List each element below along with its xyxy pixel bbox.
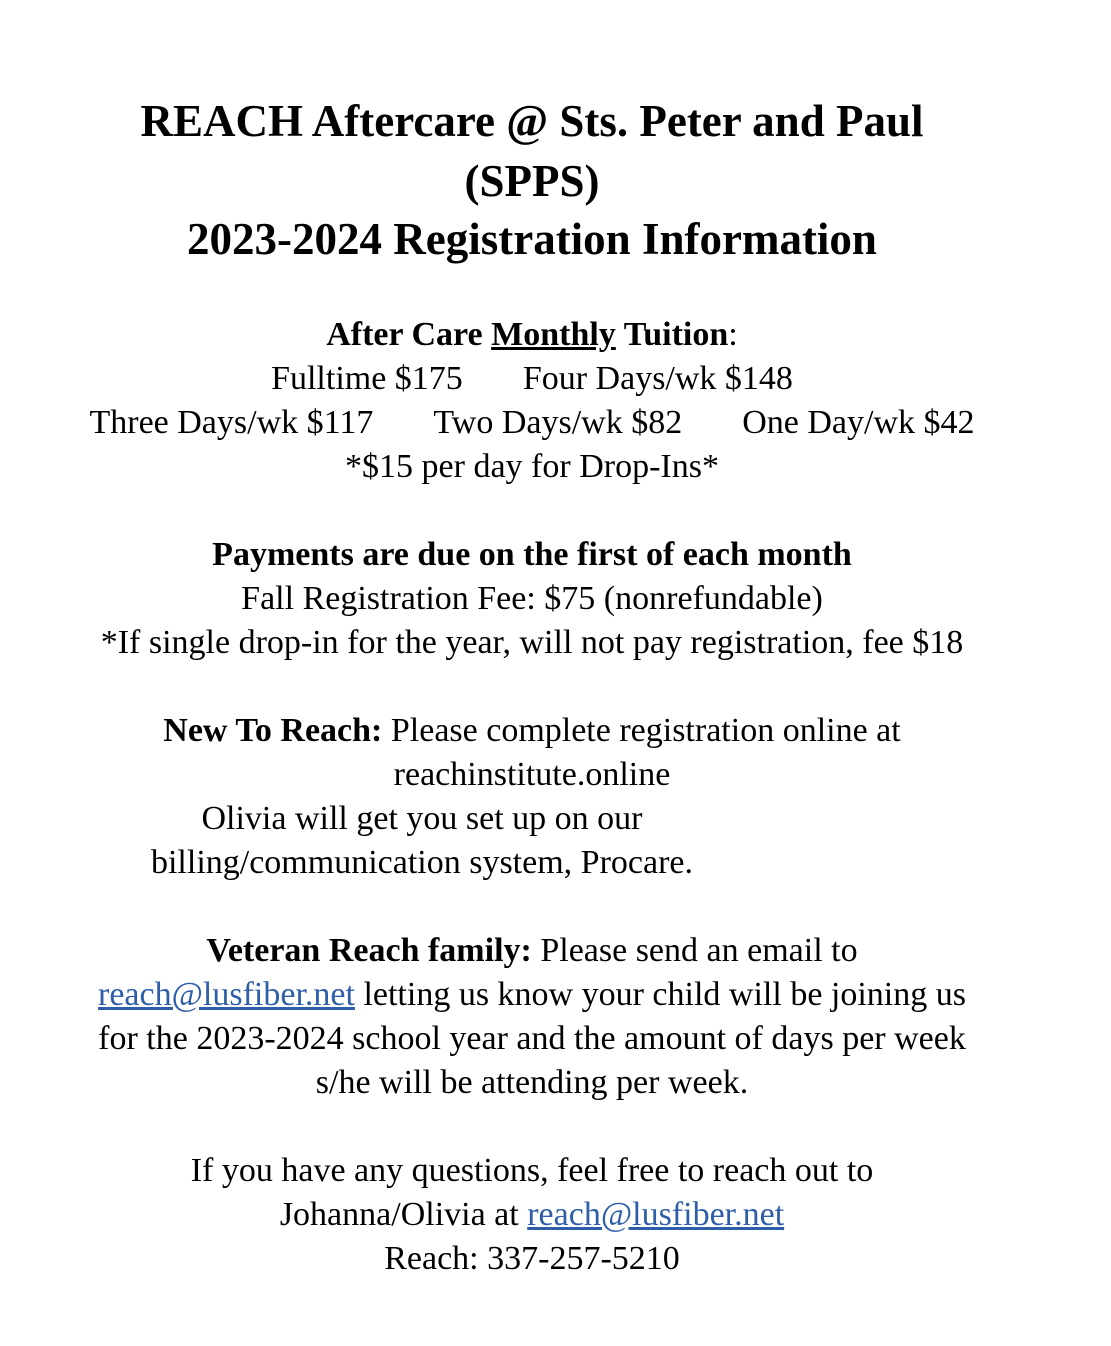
- veteran-email-text: letting us know your child will be joining us: [354, 976, 966, 1013]
- contact-email-line: [0, 1193, 1064, 1237]
- veteran-label: Veteran Reach family:: [206, 932, 532, 969]
- rate-two-days: Two Days/wk $82: [433, 404, 683, 441]
- rate-four-days: Four Days/wk $148: [522, 360, 793, 397]
- dropin-note: *$15 per day for Drop-Ins*: [345, 448, 719, 485]
- tuition-heading-part2: Tuition: [615, 316, 729, 353]
- new-to-reach-line: [0, 709, 1064, 753]
- registration-fee: Fall Registration Fee: $75 (nonrefundable): [241, 580, 823, 617]
- tuition-heading-part1: After Care: [326, 316, 492, 353]
- tuition-rates-row-1: [0, 357, 1064, 401]
- rate-three-days: Three Days/wk $117: [89, 404, 374, 441]
- phone-line: Reach: 337-257-5210: [384, 1240, 680, 1277]
- contact-email-link[interactable]: reach@lusfiber.net: [527, 1196, 785, 1233]
- veteran-attendance-line: s/he will be attending per week.: [315, 1064, 749, 1101]
- single-dropin-note: *If single drop-in for the year, will not pay registration, fee $18: [100, 624, 964, 661]
- tuition-rates-row-2: [0, 401, 1064, 445]
- title-line-3: 2023-2024 Registration Information: [187, 214, 877, 264]
- payments-heading: Payments are due on the first of each month: [212, 536, 852, 573]
- veteran-line: [0, 929, 1064, 973]
- procare-setup-line-1: Olivia will get you set up on our: [201, 800, 643, 837]
- new-to-reach-text: Please complete registration online at: [382, 712, 901, 749]
- title-line-1: REACH Aftercare @ Sts. Peter and Paul: [140, 96, 924, 146]
- website-text: reachinstitute.online: [393, 756, 671, 793]
- rate-one-day: One Day/wk $42: [742, 404, 975, 441]
- veteran-text: Please send an email to: [531, 932, 858, 969]
- tuition-heading-monthly: Monthly: [491, 316, 616, 353]
- veteran-school-year-line: for the 2023-2024 school year and the amount of days per week: [98, 1020, 966, 1057]
- questions-line: If you have any questions, feel free to reach out to: [190, 1152, 874, 1189]
- tuition-heading: [0, 313, 1064, 357]
- new-to-reach-label: New To Reach:: [163, 712, 383, 749]
- procare-setup-line-2: billing/communication system, Procare.: [150, 844, 693, 881]
- rate-fulltime: Fulltime $175: [271, 360, 463, 397]
- veteran-email-line: [0, 973, 1064, 1017]
- title-line-2: (SPPS): [464, 156, 600, 206]
- tuition-heading-colon: :: [728, 316, 738, 353]
- veteran-email-link[interactable]: reach@lusfiber.net: [98, 976, 355, 1013]
- contact-names: Johanna/Olivia at: [279, 1196, 528, 1233]
